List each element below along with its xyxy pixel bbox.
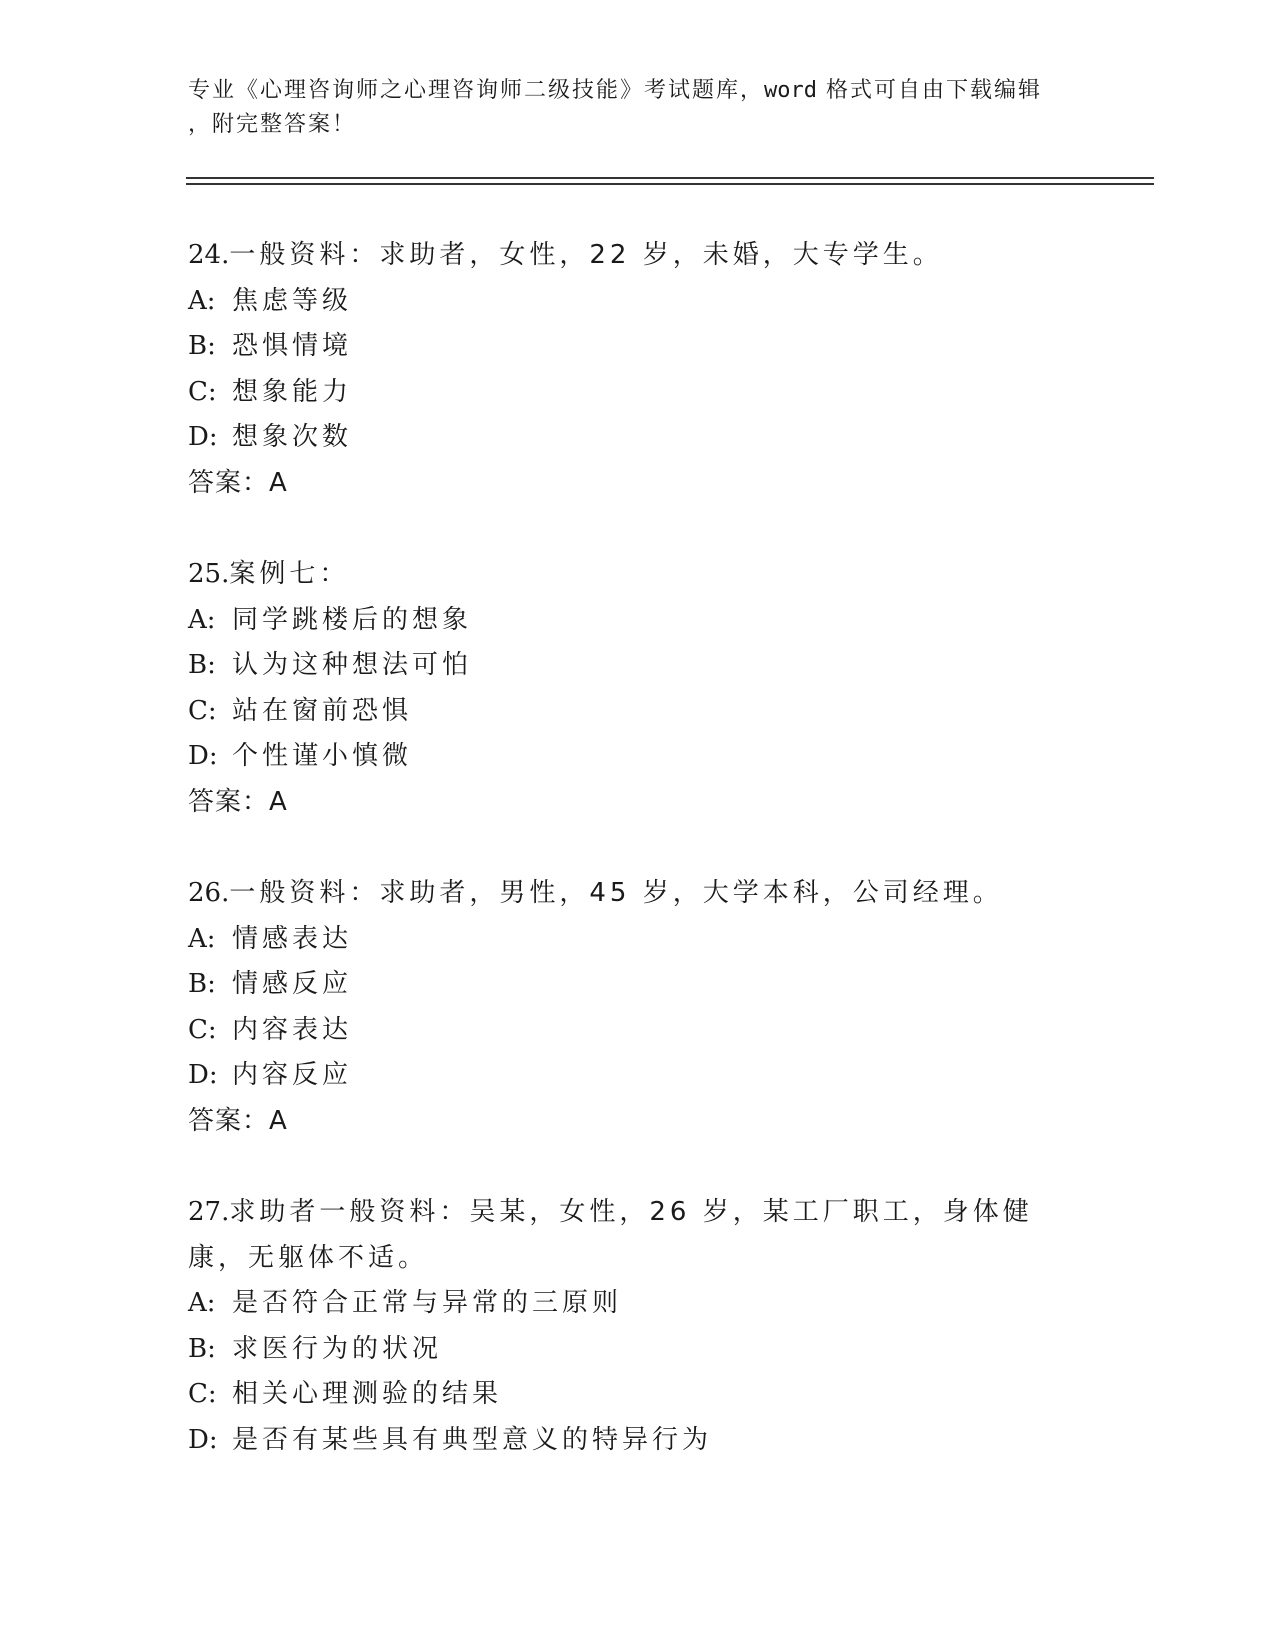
option-text: 认为这种想法可怕 <box>232 650 473 680</box>
question-26 <box>188 871 1088 1144</box>
option-text: 相关心理测验的结果 <box>232 1379 503 1409</box>
option-a <box>188 1281 1088 1327</box>
answer-label: 答案： <box>188 786 270 817</box>
option-text: 情感反应 <box>232 969 353 999</box>
question-25 <box>188 552 1088 825</box>
question-number: 27. <box>188 1197 230 1227</box>
question-stem-text: 一般资料：求助者，男性，45 岁，大学本科，公司经理。 <box>229 878 1003 908</box>
option-letter: A: <box>188 1288 216 1318</box>
option-b <box>188 643 1088 689</box>
option-letter: C: <box>188 376 217 407</box>
question-stem <box>188 233 1088 279</box>
answer-label: 答案： <box>188 467 270 498</box>
question-24 <box>188 233 1088 506</box>
header-text-line2: ，附完整答案！ <box>188 112 357 137</box>
option-text: 恐惧情境 <box>232 331 353 361</box>
header-text-word: word <box>764 78 817 103</box>
option-d <box>188 1053 1088 1099</box>
question-number: 25. <box>188 559 230 589</box>
question-stem-text: 一般资料：求助者，女性，22 岁，未婚，大专学生。 <box>229 240 943 270</box>
answer <box>188 1099 1088 1145</box>
option-d <box>188 734 1088 780</box>
option-a <box>188 598 1088 644</box>
option-letter: B: <box>188 1333 216 1364</box>
option-text: 内容表达 <box>232 1014 353 1045</box>
answer <box>188 780 1088 826</box>
option-c <box>188 689 1088 735</box>
option-c <box>188 1008 1088 1054</box>
header-divider-top <box>186 177 1154 179</box>
option-text: 焦虑等级 <box>232 285 353 316</box>
option-letter: D: <box>188 422 218 452</box>
header-text-part2: 格式可自由下载编辑 <box>817 78 1042 103</box>
question-number: 24. <box>188 240 230 270</box>
option-text: 内容反应 <box>232 1060 353 1090</box>
question-stem <box>188 871 1088 917</box>
option-text: 个性谨小慎微 <box>232 741 413 771</box>
option-letter: C: <box>188 1379 217 1409</box>
option-letter: C: <box>188 695 217 726</box>
option-d <box>188 1418 1088 1464</box>
option-text: 是否符合正常与异常的三原则 <box>232 1288 623 1318</box>
question-stem <box>188 552 1088 598</box>
option-letter: B: <box>188 331 216 361</box>
option-d <box>188 415 1088 461</box>
option-text: 情感表达 <box>232 923 353 954</box>
option-letter: B: <box>188 650 216 680</box>
answer <box>188 461 1088 507</box>
document-header <box>188 74 1088 142</box>
option-text: 站在窗前恐惧 <box>232 695 413 726</box>
option-text: 想象能力 <box>232 376 353 407</box>
option-text: 求医行为的状况 <box>232 1333 443 1364</box>
option-letter: B: <box>188 969 216 999</box>
answer-value: A <box>269 467 287 498</box>
header-divider-bottom <box>186 183 1154 185</box>
option-b <box>188 324 1088 370</box>
option-text: 同学跳楼后的想象 <box>232 604 473 635</box>
option-letter: D: <box>188 1424 218 1455</box>
option-letter: A: <box>188 923 216 954</box>
option-letter: A: <box>188 604 216 635</box>
answer-label: 答案： <box>188 1105 270 1136</box>
answer-value: A <box>269 1105 287 1136</box>
option-c <box>188 1372 1088 1418</box>
question-number: 26. <box>188 878 230 908</box>
option-c <box>188 370 1088 416</box>
header-text-part1: 专业《心理咨询师之心理咨询师二级技能》考试题库， <box>188 78 765 103</box>
option-letter: C: <box>188 1014 217 1045</box>
answer-value: A <box>269 786 287 817</box>
option-b <box>188 1327 1088 1373</box>
option-text: 是否有某些具有典型意义的特异行为 <box>232 1424 713 1455</box>
question-stem <box>188 1190 1078 1281</box>
option-a <box>188 279 1088 325</box>
question-stem-text: 案例七： <box>229 559 350 589</box>
option-a <box>188 917 1088 963</box>
question-27 <box>188 1190 1088 1463</box>
option-letter: A: <box>188 285 216 316</box>
option-text: 想象次数 <box>232 422 353 452</box>
option-letter: D: <box>188 1060 218 1090</box>
option-b <box>188 962 1088 1008</box>
option-letter: D: <box>188 741 218 771</box>
question-stem-text: 求助者一般资料：吴某，女性，26 岁，某工厂职工，身体健康，无躯体不适。 <box>188 1197 1033 1273</box>
